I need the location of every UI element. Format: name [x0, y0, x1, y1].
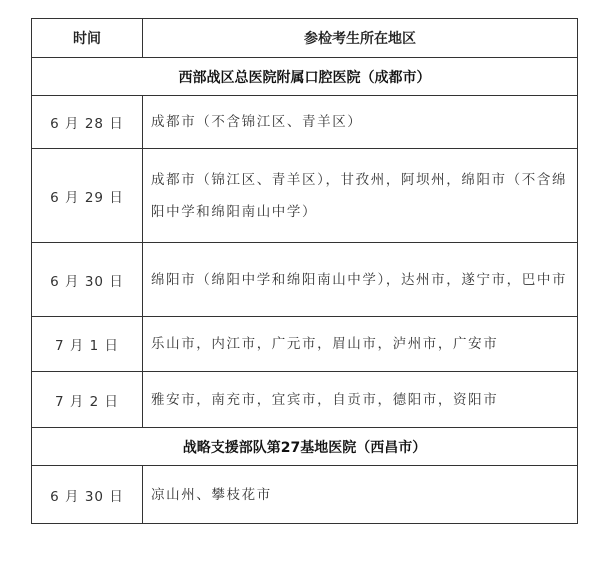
table-row — [32, 96, 578, 149]
table-row — [32, 149, 578, 243]
row-regions: 雅安市，南充市，宜宾市，自贡市，德阳市，资阳市 — [143, 372, 578, 428]
row-date: 6 月 28 日 — [32, 96, 143, 149]
row-regions: 成都市（不含锦江区、青羊区） — [143, 96, 578, 149]
table-row — [32, 372, 578, 428]
table-row — [32, 466, 578, 524]
section-hospital-chengdu: 西部战区总医院附属口腔医院（成都市） — [32, 58, 578, 96]
header-regions: 参检考生所在地区 — [143, 19, 578, 58]
header-row — [32, 19, 578, 58]
exam-schedule-table — [31, 18, 578, 524]
row-date: 6 月 30 日 — [32, 243, 143, 317]
row-regions: 乐山市，内江市，广元市，眉山市，泸州市，广安市 — [143, 317, 578, 372]
table-row — [32, 317, 578, 372]
section-row — [32, 428, 578, 466]
section-row — [32, 58, 578, 96]
header-time: 时间 — [32, 19, 143, 58]
row-regions: 绵阳市（绵阳中学和绵阳南山中学），达州市，遂宁市，巴中市 — [143, 243, 578, 317]
row-regions: 凉山州、攀枝花市 — [143, 466, 578, 524]
row-date: 7 月 2 日 — [32, 372, 143, 428]
row-date: 6 月 30 日 — [32, 466, 143, 524]
row-date: 6 月 29 日 — [32, 149, 143, 243]
section-hospital-xichang: 战略支援部队第27基地医院（西昌市） — [32, 428, 578, 466]
table-row — [32, 243, 578, 317]
row-regions: 成都市（锦江区、青羊区），甘孜州，阿坝州，绵阳市（不含绵阳中学和绵阳南山中学） — [143, 149, 578, 243]
row-date: 7 月 1 日 — [32, 317, 143, 372]
